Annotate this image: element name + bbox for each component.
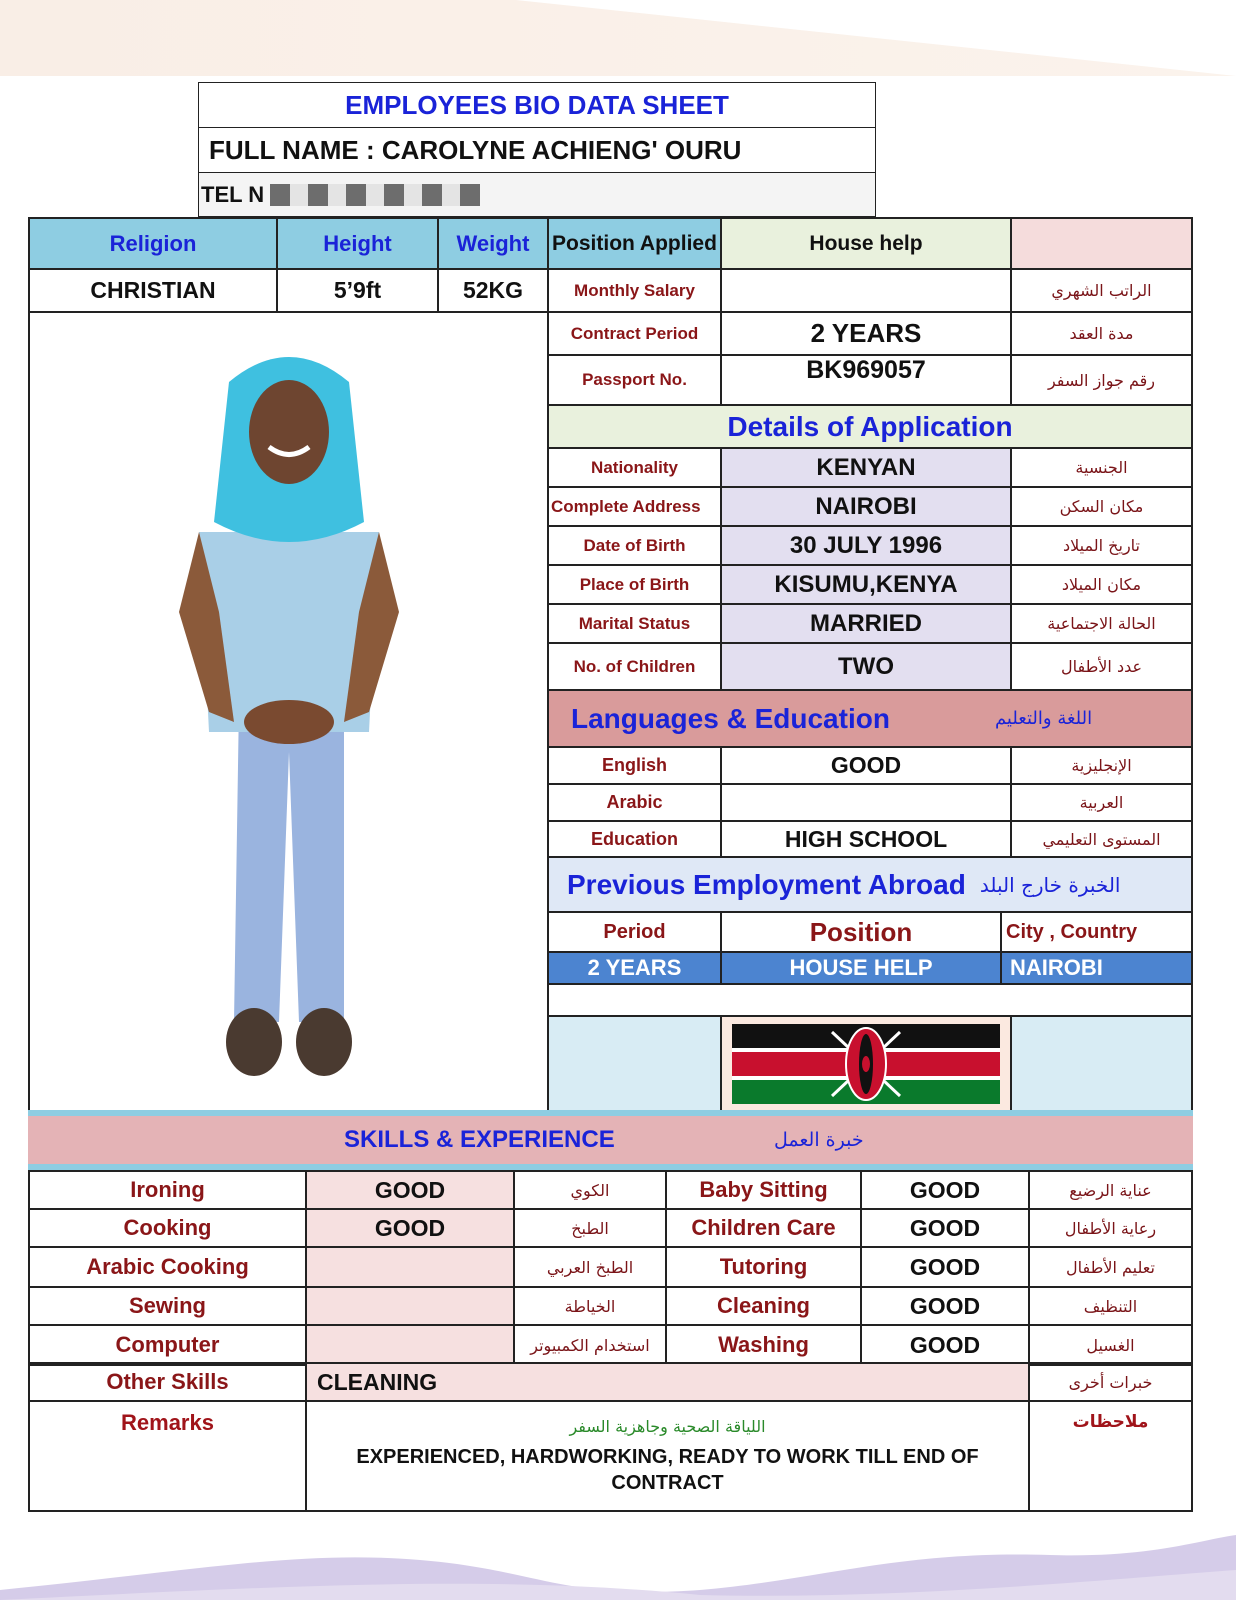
- skill-ar: عناية الرضيع: [1028, 1170, 1193, 1210]
- detail-label: No. of Children: [547, 642, 722, 691]
- detail-ar: عدد الأطفال: [1010, 642, 1193, 691]
- contract-period-value: 2 YEARS: [720, 311, 1012, 356]
- contract-period-label: Contract Period: [547, 311, 722, 356]
- tel-label: TEL N: [201, 181, 265, 207]
- skill-ar: استخدام الكمبيوتر: [513, 1324, 667, 1366]
- skill-label: Washing: [665, 1324, 862, 1366]
- skill-level: GOOD: [860, 1208, 1030, 1248]
- details-section-title: Details of Application: [547, 404, 1193, 449]
- skill-level: GOOD: [860, 1170, 1030, 1210]
- detail-ar: مكان السكن: [1010, 486, 1193, 527]
- skill-level: GOOD: [305, 1170, 515, 1210]
- detail-value: 30 JULY 1996: [720, 525, 1012, 566]
- position-arabic-cell: [1010, 217, 1193, 270]
- detail-ar: الحالة الاجتماعية: [1010, 603, 1193, 644]
- other-skills-value: CLEANING: [305, 1362, 1030, 1402]
- detail-label: Place of Birth: [547, 564, 722, 605]
- detail-value: MARRIED: [720, 603, 1012, 644]
- employment-position-value: HOUSE HELP: [720, 951, 1002, 985]
- detail-label: Marital Status: [547, 603, 722, 644]
- passport-label: Passport No.: [547, 354, 722, 406]
- weight-value: 52KG: [437, 268, 549, 313]
- flag-cell: [720, 1015, 1012, 1112]
- photo-cell: [28, 311, 549, 1112]
- skill-label: Baby Sitting: [665, 1170, 862, 1210]
- detail-ar: الجنسية: [1010, 447, 1193, 488]
- skill-label: Cooking: [28, 1208, 307, 1248]
- employment-section-header: [547, 856, 1193, 913]
- skill-label: Ironing: [28, 1170, 307, 1210]
- decorative-bottom-wave: [0, 1530, 1236, 1600]
- weight-header: Weight: [437, 217, 549, 270]
- flag-right-cell: [1010, 1015, 1193, 1112]
- full-name-box: [198, 127, 876, 173]
- skill-ar: الغسيل: [1028, 1324, 1193, 1366]
- skill-ar: الطبخ العربي: [513, 1246, 667, 1288]
- employment-period-value: 2 YEARS: [547, 951, 722, 985]
- skill-label: Tutoring: [665, 1246, 862, 1288]
- skill-ar: الخياطة: [513, 1286, 667, 1326]
- skill-label: Arabic Cooking: [28, 1246, 307, 1288]
- skill-level: [305, 1286, 515, 1326]
- language-ar: الإنجليزية: [1010, 746, 1193, 785]
- language-value: [720, 783, 1012, 822]
- monthly-salary-label: Monthly Salary: [547, 268, 722, 313]
- height-header: Height: [276, 217, 439, 270]
- remarks-ar-label: ملاحظات: [1028, 1400, 1193, 1512]
- passport-value: BK969057: [720, 354, 1012, 406]
- employment-position-header: Position: [720, 911, 1002, 953]
- other-skills-label: Other Skills: [28, 1362, 307, 1402]
- other-skills-ar: خبرات أخرى: [1028, 1362, 1193, 1402]
- detail-label: Date of Birth: [547, 525, 722, 566]
- languages-section-title: Languages & Education: [571, 702, 890, 734]
- language-label: Education: [547, 820, 722, 859]
- tel-box: [198, 172, 876, 217]
- language-label: English: [547, 746, 722, 785]
- religion-header: Religion: [28, 217, 278, 270]
- languages-section-header: [547, 689, 1193, 748]
- employment-city-value: NAIROBI: [1000, 951, 1193, 985]
- detail-value: TWO: [720, 642, 1012, 691]
- skill-ar: الطبخ: [513, 1208, 667, 1248]
- page-title: EMPLOYEES BIO DATA SHEET: [345, 89, 729, 120]
- redacted-phone: [270, 184, 480, 206]
- remarks-label: Remarks: [28, 1400, 307, 1512]
- skill-ar: رعاية الأطفال: [1028, 1208, 1193, 1248]
- position-applied-value: House help: [720, 217, 1012, 270]
- skills-section-header: [28, 1116, 1193, 1164]
- skill-level: [305, 1324, 515, 1366]
- skill-level: GOOD: [860, 1286, 1030, 1326]
- remarks-ar-line: اللياقة الصحية وجاهزية السفر: [569, 1416, 766, 1436]
- language-ar: المستوى التعليمي: [1010, 820, 1193, 859]
- height-value: 5’9ft: [276, 268, 439, 313]
- decorative-top-band: [0, 0, 1236, 76]
- detail-ar: تاريخ الميلاد: [1010, 525, 1193, 566]
- employment-period-header: Period: [547, 911, 722, 953]
- detail-value: KISUMU,KENYA: [720, 564, 1012, 605]
- employment-city-header: City , Country: [1000, 911, 1193, 953]
- skill-level: GOOD: [860, 1324, 1030, 1366]
- detail-label: Complete Address: [547, 486, 722, 527]
- position-applied-header: Position Applied: [547, 217, 722, 270]
- detail-value: KENYAN: [720, 447, 1012, 488]
- skill-ar: الكوي: [513, 1170, 667, 1210]
- skills-section-title: SKILLS & EXPERIENCE: [344, 1126, 615, 1153]
- skill-ar: التنظيف: [1028, 1286, 1193, 1326]
- language-ar: العربية: [1010, 783, 1193, 822]
- remarks-text: EXPERIENCED, HARDWORKING, READY TO WORK TILL END OF CONTRACT: [356, 1445, 979, 1494]
- language-value: GOOD: [720, 746, 1012, 785]
- skill-label: Cleaning: [665, 1286, 862, 1326]
- detail-label: Nationality: [547, 447, 722, 488]
- employee-photo: [139, 322, 439, 1102]
- languages-section-title-ar: اللغة والتعليم: [994, 708, 1093, 729]
- monthly-salary-value: [720, 268, 1012, 313]
- language-label: Arabic: [547, 783, 722, 822]
- remarks-cell: [305, 1400, 1030, 1512]
- language-value: HIGH SCHOOL: [720, 820, 1012, 859]
- skills-section-title-ar: خبرة العمل: [774, 1129, 864, 1151]
- skill-label: Sewing: [28, 1286, 307, 1326]
- employment-section-title-ar: الخبرة خارج البلد: [979, 872, 1121, 897]
- religion-value: CHRISTIAN: [28, 268, 278, 313]
- kenya-flag-icon: [732, 1024, 1000, 1104]
- skill-level: GOOD: [860, 1246, 1030, 1288]
- skill-level: [305, 1246, 515, 1288]
- detail-ar: مكان الميلاد: [1010, 564, 1193, 605]
- employment-section-title: Previous Employment Abroad: [567, 868, 966, 900]
- skill-level: GOOD: [305, 1208, 515, 1248]
- passport-ar: رقم جواز السفر: [1010, 354, 1193, 406]
- blank-row: [547, 983, 1193, 1017]
- contract-period-ar: مدة العقد: [1010, 311, 1193, 356]
- flag-left-cell: [547, 1015, 722, 1112]
- skill-label: Computer: [28, 1324, 307, 1366]
- detail-value: NAIROBI: [720, 486, 1012, 527]
- full-name: FULL NAME : CAROLYNE ACHIENG' OURU: [209, 134, 742, 165]
- skill-label: Children Care: [665, 1208, 862, 1248]
- skill-ar: تعليم الأطفال: [1028, 1246, 1193, 1288]
- header-title-box: [198, 82, 876, 128]
- monthly-salary-ar: الراتب الشهري: [1010, 268, 1193, 313]
